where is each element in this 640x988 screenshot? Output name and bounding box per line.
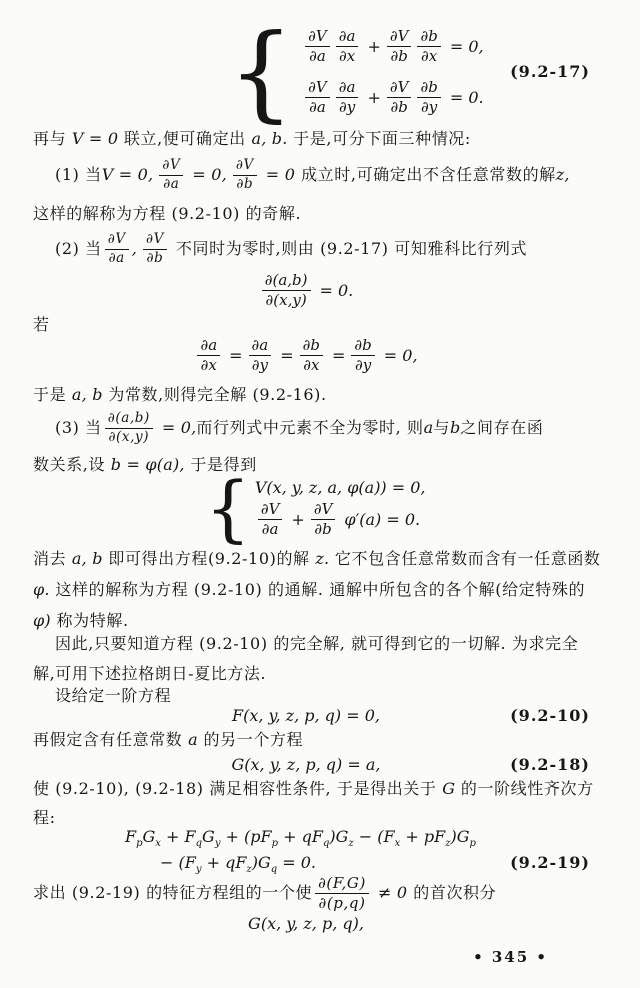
equation-row: V(x, y, z, a, φ(a)) = 0, bbox=[254, 478, 426, 498]
paragraph-line: 设给定一阶方程 bbox=[55, 686, 172, 705]
display-equation-9-2-17 bbox=[228, 11, 484, 133]
display-equation-9-2-19-line1: $F_pG_x + F_qG_y + (pF_p + qF_q)G_z - (F_x + pF_z)G_p$ bbox=[125, 827, 476, 850]
page-number: • 345 • bbox=[473, 948, 548, 966]
display-equation-jacobian: $\frac{\partial(a,b)}{\partial(x,y)}$ = 0. bbox=[0, 268, 612, 312]
equation-row: $\frac{\partial V}{\partial a}$ $\frac{\partial a}{\partial y}$ + $\frac{\partial V}{\partial b}$ $\frac{\partial b}{\partial y}$ = 0. bbox=[302, 79, 483, 116]
display-equation-9-2-19-line2: − $(F_y + qF_z)G_q = 0$. bbox=[160, 853, 316, 876]
list-item-2: (2) 当 $\frac{\partial V}{\partial a}$ , $\frac{\partial V}{\partial b}$ 不同时为零时,则由 (9.2-17) 可知雅科比行列式 bbox=[55, 231, 528, 266]
paragraph-line: 因此,只要知道方程 (9.2-10) 的完全解, 就可得到它的一切解. 为求完全 bbox=[55, 634, 579, 653]
equation-tag: (9.2-19) bbox=[510, 853, 590, 872]
left-brace: { bbox=[205, 466, 251, 550]
paragraph-line: 再与 V = 0 联立,便可确定出 a, b. 于是,可分下面三种情况: bbox=[33, 129, 471, 148]
display-equation-zeros: $\frac{\partial a}{\partial x}$ = $\frac{\partial a}{\partial y}$ = $\frac{\partial b}{\partial x}$ = $\frac{\partial b}{\partial y}$ = 0, bbox=[0, 333, 612, 377]
paragraph-line: 数关系,设 b = φ(a), 于是得到 bbox=[33, 455, 257, 474]
list-item-1: (1) 当 V = 0, $\frac{\partial V}{\partial a}$ = 0, $\frac{\partial V}{\partial b}$ = 0 成立时,可确定出不含任意常数的解 z, bbox=[55, 157, 570, 192]
equation-row: $\frac{\partial V}{\partial a}$ $\frac{\partial a}{\partial x}$ + $\frac{\partial V}{\partial b}$ $\frac{\partial b}{\partial x}$ = 0, bbox=[302, 28, 483, 65]
paragraph-line: 解,可用下述拉格朗日-夏比方法. bbox=[33, 664, 267, 683]
paragraph-line: φ. 这样的解称为方程 (9.2-10) 的通解. 通解中所包含的各个解(给定特殊的 bbox=[33, 580, 586, 599]
display-equation-system bbox=[205, 466, 426, 550]
list-item-3: (3) 当 $\frac{\partial(a,b)}{\partial(x,y)}$ = 0, 而行列式中元素不全为零时, 则 a 与 b 之间存在函 bbox=[55, 410, 544, 445]
display-first-integral: G(x, y, z, p, q), bbox=[248, 914, 364, 933]
equation-tag: (9.2-10) bbox=[510, 706, 590, 725]
equation-tag: (9.2-17) bbox=[510, 62, 590, 81]
equation-row: $\frac{\partial V}{\partial a}$ + $\frac{\partial V}{\partial b}$ φ′(a) = 0. bbox=[255, 501, 426, 538]
paragraph-line: 使 (9.2-10), (9.2-18) 满足相容性条件, 于是得出关于 G 的一阶线性齐次方 bbox=[33, 779, 594, 798]
paragraph-line: φ) 称为特解. bbox=[33, 611, 129, 630]
paragraph-line: 程: bbox=[33, 808, 56, 827]
paragraph-line: 再假定含有任意常数 a 的另一个方程 bbox=[33, 730, 304, 749]
left-brace: { bbox=[228, 11, 295, 133]
paragraph-line: 若 bbox=[33, 315, 50, 334]
paragraph-line: 求出 (9.2-19) 的特征方程组的一个使 $\frac{\partial(F,G)}{\partial(p,q)}$ ≠ 0 的首次积分 bbox=[33, 873, 497, 912]
paragraph-line: 这样的解称为方程 (9.2-10) 的奇解. bbox=[33, 204, 302, 223]
equation-tag: (9.2-18) bbox=[510, 755, 590, 774]
display-equation-F: F(x, y, z, p, q) = 0, bbox=[232, 706, 380, 725]
paragraph-line: 于是 a, b 为常数,则得完全解 (9.2-16). bbox=[33, 385, 327, 404]
paragraph-line: 消去 a, b 即可得出方程(9.2-10)的解 z. 它不包含任意常数而含有一任意函数 bbox=[33, 549, 601, 568]
display-equation-G: G(x, y, z, p, q) = a, bbox=[231, 755, 381, 774]
